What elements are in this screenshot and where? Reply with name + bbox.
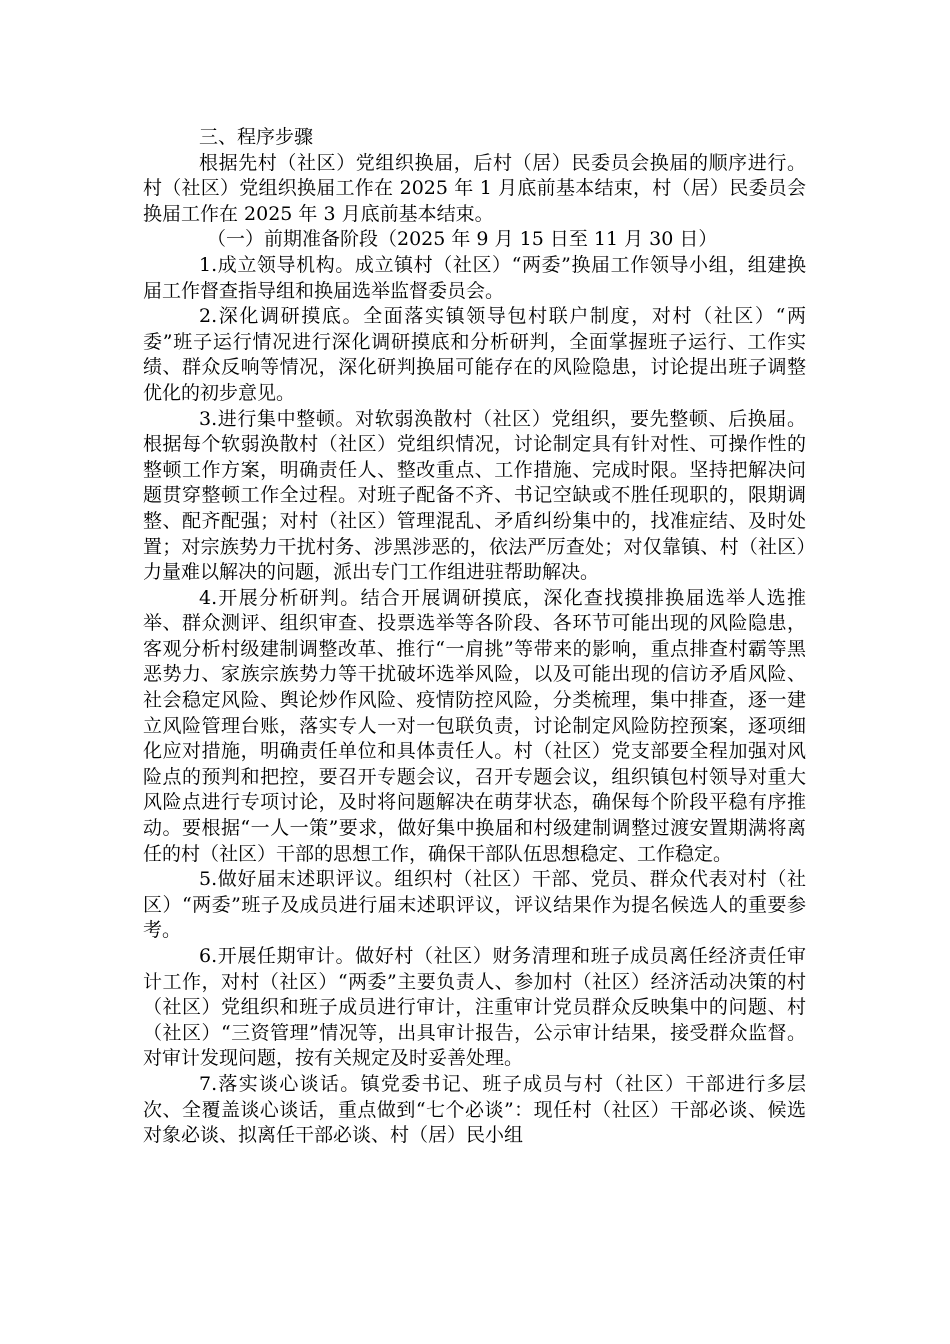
- item-paragraph-1: 1.成立领导机构。成立镇村（社区）“两委”换届工作领导小组，组建换届工作督查指导组和换届选举监督委员会。: [143, 253, 806, 302]
- section-heading: 三、程序步骤: [199, 126, 314, 148]
- item-paragraph-5: 5.做好届末述职评议。组织村（社区）干部、党员、群众代表对村（社区）“两委”班子及成员进行届末述职评议，评议结果作为提名候选人的重要参考。: [143, 868, 806, 942]
- item-paragraph-6: 6.开展任期审计。做好村（社区）财务清理和班子成员离任经济责任审计工作，对村（社区）“两委”主要负责人、参加村（社区）经济活动决策的村（社区）党组织和班子成员进行审计，注重审计党员群众反映集中的问题、村（社区）“三资管理”情况等，出具审计报告，公示审计结果，接受群众监督。对审计发现问题，按有关规定及时妥善处理。: [143, 945, 806, 1070]
- item-paragraph-7: 7.落实谈心谈话。镇党委书记、班子成员与村（社区）干部进行多层次、全覆盖谈心谈话，重点做到“七个必谈”：现任村（社区）干部必谈、候选对象必谈、拟离任干部必谈、村（居）民小组: [143, 1072, 806, 1147]
- subsection-heading: （一）前期准备阶段（2025 年 9 月 15 日至 11 月 30 日）: [207, 228, 718, 251]
- intro-paragraph: 根据先村（社区）党组织换届，后村（居）民委员会换届的顺序进行。村（社区）党组织换届工作在 2025 年 1 月底前基本结束，村（居）民委员会换届工作在 2025 年 3 月底前基本结束。: [143, 151, 806, 225]
- document-page: [143, 125, 806, 1149]
- item-paragraph-4: 4.开展分析研判。结合开展调研摸底，深化查找摸排换届选举人选推举、群众测评、组织审查、投票选举等各阶段、各环节可能出现的风险隐患，客观分析村级建制调整改革、推行“一肩挑”等带来的影响，重点排查村霸等黑恶势力、家族宗族势力等干扰破坏选举风险，以及可能出现的信访矛盾风险、社会稳定风险、舆论炒作风险、疫情防控风险，分类梳理，集中排查，逐一建立风险管理台账，落实专人一对一包联负责，讨论制定风险防控预案，逐项细化应对措施，明确责任单位和具体责任人。村（社区）党支部要全程加强对风险点的预判和把控，要召开专题会议，召开专题会议，组织镇包村领导对重大风险点进行专项讨论，及时将问题解决在萌芽状态，确保每个阶段平稳有序推动。要根据“一人一策”要求，做好集中换届和村级建制调整过渡安置期满将离任的村（社区）干部的思想工作，确保干部队伍思想稳定、工作稳定。: [143, 586, 806, 865]
- item-paragraph-3: 3.进行集中整顿。对软弱涣散村（社区）党组织，要先整顿、后换届。根据每个软弱涣散村（社区）党组织情况，讨论制定具有针对性、可操作性的整顿工作方案，明确责任人、整改重点、工作措施、完成时限。坚持把解决问题贯穿整顿工作全过程。对班子配备不齐、书记空缺或不胜任现职的，限期调整、配齐配强；对村（社区）管理混乱、矛盾纠纷集中的，找准症结、及时处置；对宗族势力干扰村务、涉黑涉恶的，依法严厉查处；对仅靠镇、村（社区）力量难以解决的问题，派出专门工作组进驻帮助解决。: [143, 407, 806, 584]
- item-paragraph-2: 2.深化调研摸底。全面落实镇领导包村联户制度，对村（社区）“两委”班子运行情况进行深化调研摸底和分析研判，全面掌握班子运行、工作实绩、群众反响等情况，深化研判换届可能存在的风险隐患，讨论提出班子调整优化的初步意见。: [143, 305, 806, 404]
